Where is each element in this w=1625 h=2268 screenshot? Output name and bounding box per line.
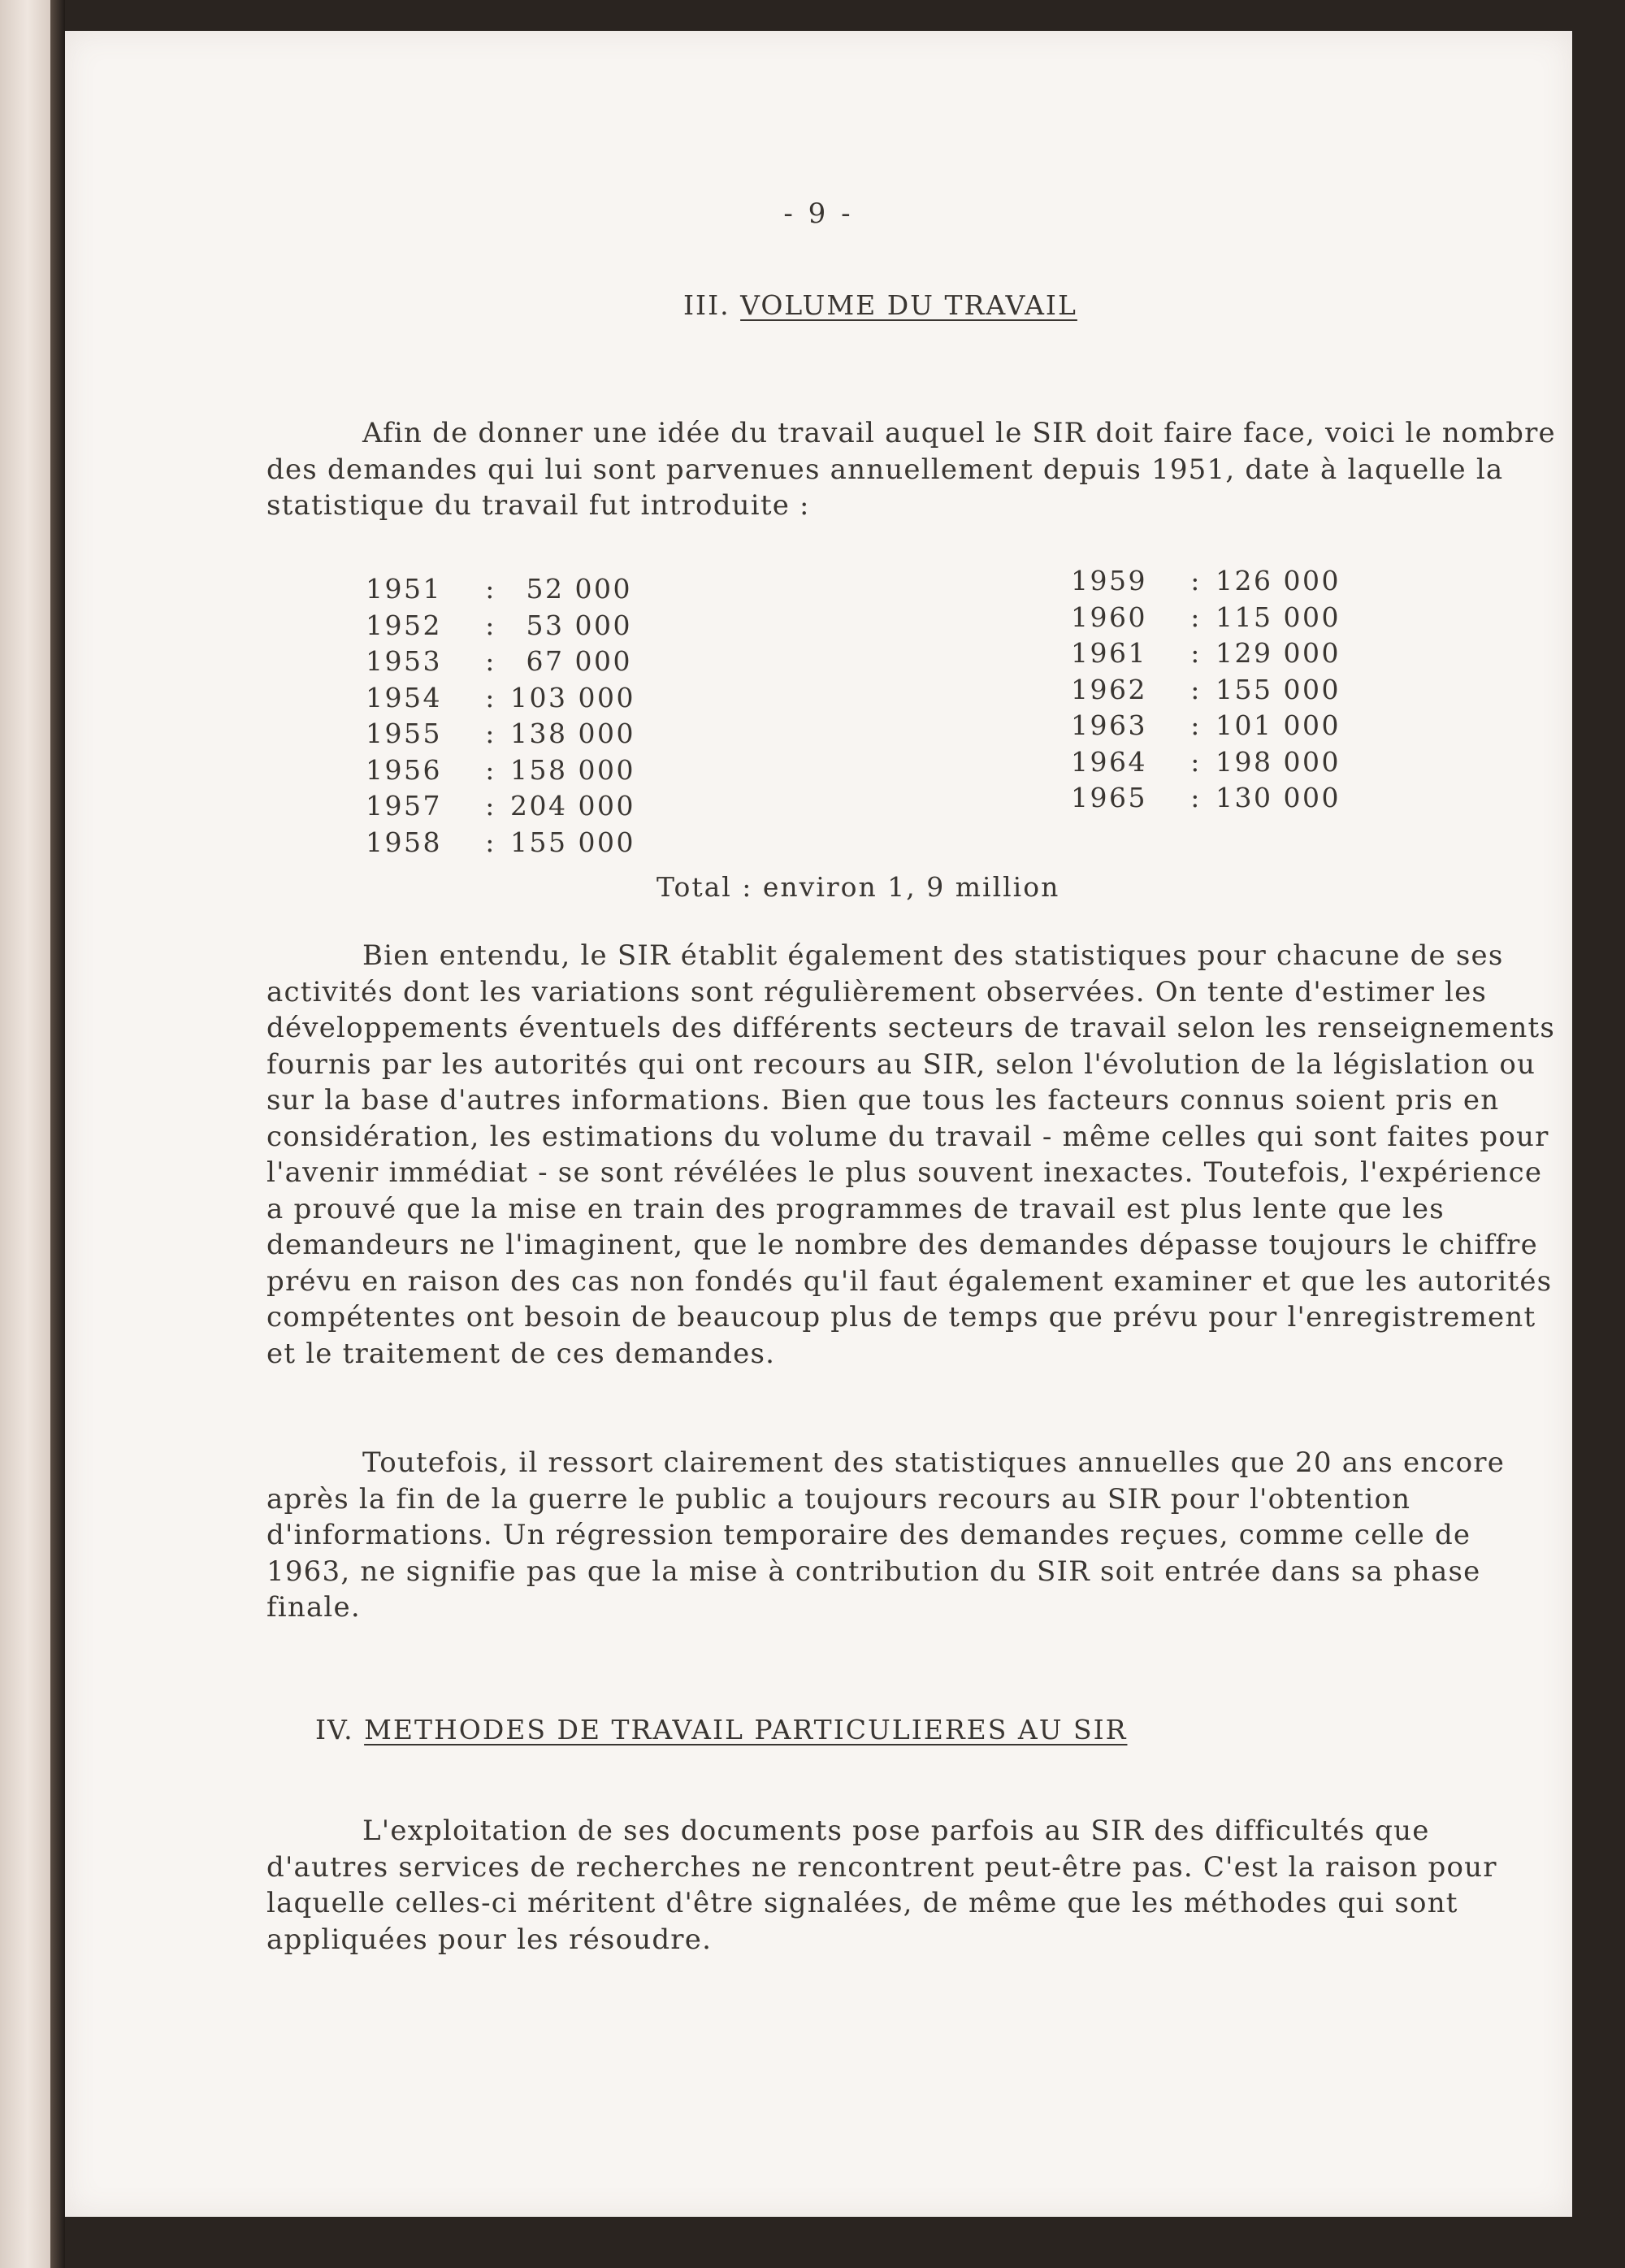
request-count: 53 000 bbox=[526, 609, 632, 641]
section-title: VOLUME DU TRAVAIL bbox=[740, 289, 1077, 321]
year: 1958 bbox=[366, 826, 442, 858]
request-count: 158 000 bbox=[510, 753, 635, 786]
year: 1952 bbox=[366, 609, 442, 641]
year: 1955 bbox=[366, 718, 442, 749]
colon: : bbox=[485, 645, 496, 677]
request-count: 138 000 bbox=[510, 718, 635, 749]
request-count: 130 000 bbox=[1216, 782, 1341, 813]
request-count: 101 000 bbox=[1216, 709, 1341, 741]
request-count: 67 000 bbox=[526, 645, 632, 677]
colon: : bbox=[485, 790, 496, 822]
paragraph-methods bbox=[266, 1813, 1558, 1958]
table-row bbox=[1071, 708, 1341, 744]
intro-paragraph bbox=[266, 415, 1558, 524]
page-number: - 9 - bbox=[783, 197, 854, 230]
section-title: METHODES DE TRAVAIL PARTICULIERES AU SIR bbox=[364, 1714, 1128, 1745]
year: 1956 bbox=[366, 753, 442, 786]
table-row bbox=[366, 825, 635, 861]
colon: : bbox=[485, 718, 496, 749]
table-row bbox=[366, 680, 635, 717]
paragraph-estimates bbox=[266, 938, 1558, 1372]
year: 1954 bbox=[366, 681, 442, 713]
total-line: Total : environ 1, 9 million bbox=[656, 871, 1060, 903]
request-count: 155 000 bbox=[510, 826, 635, 858]
request-count: 155 000 bbox=[1216, 673, 1341, 705]
table-row bbox=[1071, 744, 1341, 781]
colon: : bbox=[1190, 709, 1202, 741]
year: 1963 bbox=[1071, 709, 1147, 741]
colon: : bbox=[1190, 637, 1202, 669]
paragraph-text: Bien entendu, le SIR établit également des statistiques pour chacune de ses activités dont les variations sont régulièrement observées. On tente d'estimer les développements éventuels des différents secteurs de travail selon les renseignements fournis par les autorités qui ont recours au SIR, selon l'évolution de la législation ou sur la base d'autres informations. Bien que tous les facteurs connus soient pris en considération, les estimations du volume du travail - même celles qui sont faites pour l'avenir immédiat - se sont révélées le plus souvent inexactes. Toutefois, l'expérience a prouvé que la mise en train des programmes de travail est plus lente que les demandeurs ne l'imaginent, que le nombre des demandes dépasse toujours le chiffre prévu en raison des cas non fondés qu'il faut également examiner et que les autorités compétentes ont besoin de beaucoup plus de temps que prévu pour l'enregistrement et le traitement de ces demandes. bbox=[266, 939, 1556, 1370]
table-row bbox=[366, 571, 632, 608]
colon: : bbox=[1190, 565, 1202, 596]
section-heading-volume bbox=[683, 289, 1077, 321]
colon: : bbox=[485, 573, 496, 605]
paragraph-text: Toutefois, il ressort clairement des statistiques annuelles que 20 ans encore après la fin de la guerre le public a toujours recours au SIR pour l'obtention d'informations. Un régression temporaire des demandes reçues, comme celle de 1963, ne signifie pas que la mise à contribution du SIR soit entrée dans sa phase finale. bbox=[266, 1446, 1506, 1624]
colon: : bbox=[1190, 745, 1202, 778]
table-row bbox=[1071, 635, 1341, 672]
request-count: 103 000 bbox=[510, 681, 635, 713]
year: 1957 bbox=[366, 790, 442, 822]
paragraph-annual-statistics bbox=[266, 1445, 1558, 1626]
paragraph-text: L'exploitation de ses documents pose parfois au SIR des difficultés que d'autres services de recherches ne rencontrent peut-être pas. C'est la raison pour laquelle celles-ci méritent d'être signalées, de même que les méthodes qui sont appliquées pour les résoudre. bbox=[266, 1815, 1497, 1956]
colon: : bbox=[1190, 782, 1202, 813]
year: 1953 bbox=[366, 645, 442, 677]
colon: : bbox=[1190, 601, 1202, 633]
request-count: 52 000 bbox=[526, 573, 632, 605]
intro-text: Afin de donner une idée du travail auquel le SIR doit faire face, voici le nombre des demandes qui lui sont parvenues annuellement depuis 1951, date à laquelle la statistique du travail fut introduite : bbox=[266, 417, 1556, 522]
request-count: 198 000 bbox=[1216, 745, 1341, 778]
request-count: 129 000 bbox=[1216, 637, 1341, 669]
year: 1962 bbox=[1071, 673, 1147, 705]
year: 1959 bbox=[1071, 565, 1147, 596]
year: 1951 bbox=[366, 573, 442, 605]
section-numeral: III. bbox=[683, 289, 730, 321]
table-row bbox=[1071, 600, 1341, 636]
table-row bbox=[1071, 780, 1341, 817]
stats-table-right bbox=[1071, 563, 1341, 817]
year: 1961 bbox=[1071, 637, 1147, 669]
request-count: 204 000 bbox=[510, 790, 635, 822]
colon: : bbox=[485, 609, 496, 641]
stats-table-left bbox=[366, 571, 635, 861]
section-heading-methods bbox=[315, 1714, 1127, 1745]
year: 1965 bbox=[1071, 782, 1147, 813]
table-row bbox=[1071, 672, 1341, 709]
section-numeral: IV. bbox=[315, 1714, 354, 1745]
table-row bbox=[366, 716, 635, 752]
colon: : bbox=[485, 753, 496, 786]
gutter-shadow bbox=[50, 0, 65, 2268]
table-row bbox=[366, 644, 632, 680]
table-row bbox=[1071, 563, 1341, 600]
table-row bbox=[366, 788, 635, 825]
request-count: 126 000 bbox=[1216, 565, 1341, 596]
year: 1960 bbox=[1071, 601, 1147, 633]
year: 1964 bbox=[1071, 745, 1147, 778]
colon: : bbox=[485, 681, 496, 713]
document-page bbox=[65, 31, 1572, 2217]
colon: : bbox=[1190, 673, 1202, 705]
colon: : bbox=[485, 826, 496, 858]
table-row bbox=[366, 752, 635, 789]
request-count: 115 000 bbox=[1216, 601, 1341, 633]
binding-strip bbox=[0, 0, 50, 2268]
table-row bbox=[366, 608, 632, 644]
